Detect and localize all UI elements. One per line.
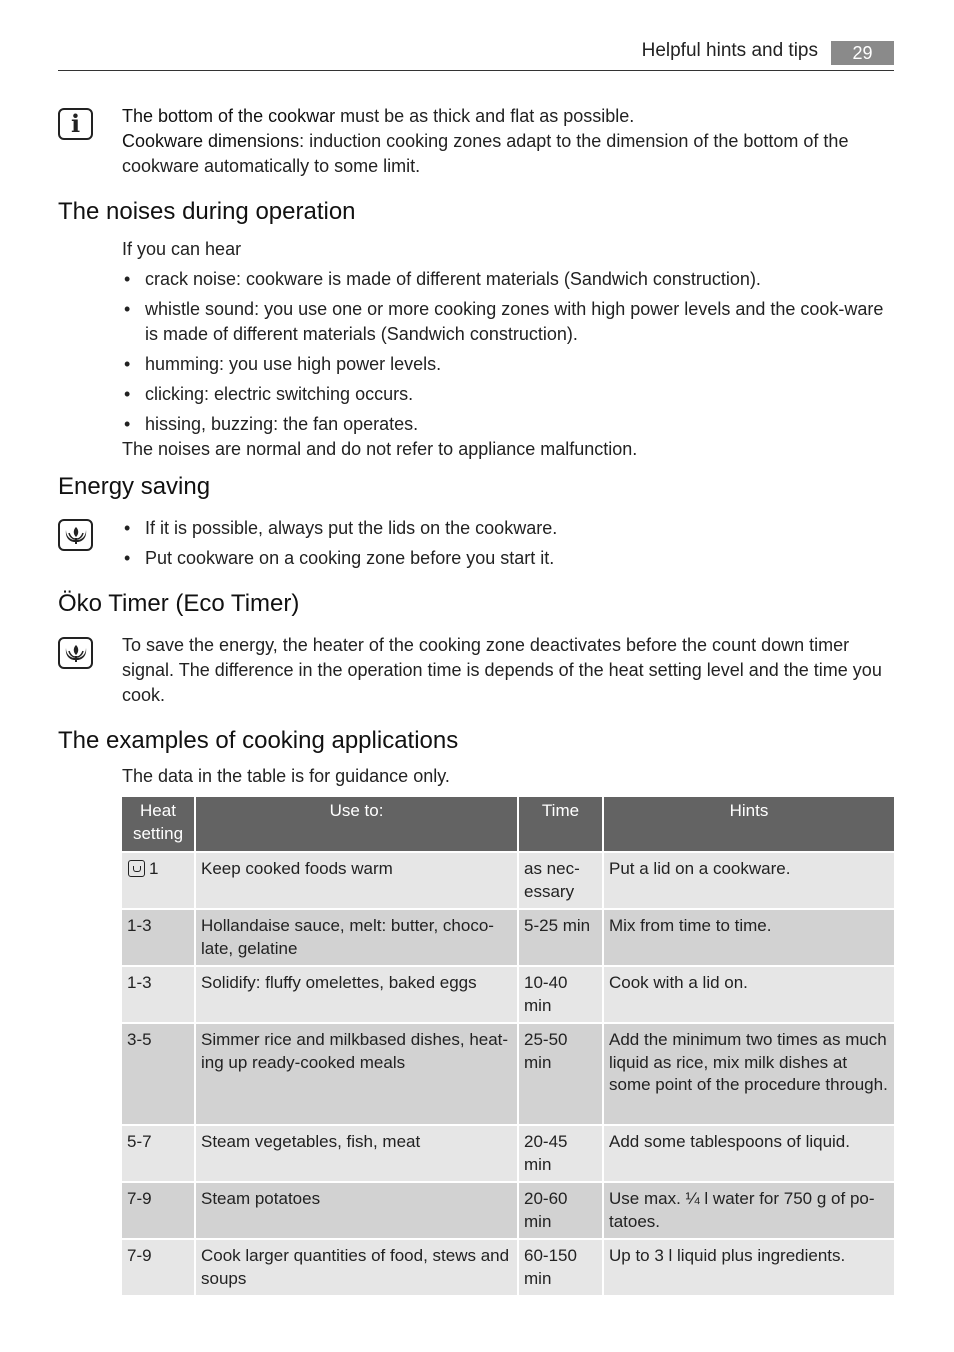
heat-cell: 1 bbox=[122, 853, 196, 910]
time-cell: 20-60 min bbox=[519, 1183, 604, 1240]
eco-flower-icon bbox=[58, 519, 93, 551]
heat-cell: 1-3 bbox=[122, 967, 196, 1024]
eco-flower-icon bbox=[58, 637, 93, 669]
hint-cell: Put a lid on a cookware. bbox=[604, 853, 894, 910]
table-row bbox=[122, 1183, 894, 1240]
table-row bbox=[122, 853, 894, 910]
use-cell: Keep cooked foods warm bbox=[196, 853, 519, 910]
cookware-note-bold-1: The bottom of the cookwar bbox=[122, 106, 336, 126]
cookware-note-text-2: : induction cooking zones adapt to the dimension of the bottom of the cookware automatically to some limit. bbox=[122, 131, 849, 176]
list-item: • crack noise: cookware is made of different materials (Sandwich construction). bbox=[122, 267, 894, 292]
running-header-title: Helpful hints and tips bbox=[641, 40, 818, 61]
cooking-table bbox=[122, 797, 894, 1297]
noises-footer: The noises are normal and do not refer to appliance malfunction. bbox=[122, 439, 638, 459]
cookware-note-bold-2: Cookware dimensions bbox=[122, 131, 300, 151]
list-item: • humming: you use high power levels. bbox=[122, 352, 894, 377]
examples-intro: The data in the table is for guidance only. bbox=[122, 766, 450, 786]
use-cell: Cook larger quantities of food, stews and soups bbox=[196, 1240, 519, 1297]
time-cell: 5-25 min bbox=[519, 910, 604, 967]
keep-warm-icon bbox=[128, 860, 145, 877]
time-cell: as nec-essary bbox=[519, 853, 604, 910]
use-cell: Steam potatoes bbox=[196, 1183, 519, 1240]
energy-list bbox=[122, 516, 894, 576]
use-cell: Hollandaise sauce, melt: butter, choco-late, gelatine bbox=[196, 910, 519, 967]
energy-heading: Energy saving bbox=[58, 473, 211, 500]
cookware-note bbox=[122, 104, 894, 179]
table-row bbox=[122, 910, 894, 967]
heat-cell: 7-9 bbox=[122, 1183, 196, 1240]
heat-cell: 5-7 bbox=[122, 1126, 196, 1183]
list-item: • whistle sound: you use one or more cooking zones with high power levels and the cook-ware is made of different materials (Sandwich construction). bbox=[122, 297, 894, 347]
examples-heading: The examples of cooking applications bbox=[58, 727, 459, 754]
use-cell: Solidify: fluffy omelettes, baked eggs bbox=[196, 967, 519, 1024]
list-item: • Put cookware on a cooking zone before you start it. bbox=[122, 546, 894, 571]
time-cell: 60-150 min bbox=[519, 1240, 604, 1297]
eco-timer-text: To save the energy, the heater of the cooking zone deactivates before the count down timer signal. The difference in the operation time is depends of the heat setting level and the time you cook. bbox=[122, 635, 882, 705]
eco-timer-heading: Öko Timer (Eco Timer) bbox=[58, 590, 300, 617]
header-divider bbox=[58, 70, 894, 71]
heat-cell: 3-5 bbox=[122, 1024, 196, 1126]
time-cell: 20-45 min bbox=[519, 1126, 604, 1183]
use-cell: Simmer rice and milkbased dishes, heat-ing up ready-cooked meals bbox=[196, 1024, 519, 1126]
time-cell: 10-40 min bbox=[519, 967, 604, 1024]
list-item: • If it is possible, always put the lids on the cookware. bbox=[122, 516, 894, 541]
noises-list bbox=[122, 267, 894, 442]
column-header-time: Time bbox=[519, 797, 604, 853]
list-item: • hissing, buzzing: the fan operates. bbox=[122, 412, 894, 437]
use-cell: Steam vegetables, fish, meat bbox=[196, 1126, 519, 1183]
table-row bbox=[122, 967, 894, 1024]
heat-cell: 7-9 bbox=[122, 1240, 196, 1297]
hint-cell: Cook with a lid on. bbox=[604, 967, 894, 1024]
page-number: 29 bbox=[831, 41, 894, 65]
heat-cell: 1-3 bbox=[122, 910, 196, 967]
hint-cell: Mix from time to time. bbox=[604, 910, 894, 967]
table-row bbox=[122, 1126, 894, 1183]
noises-heading: The noises during operation bbox=[58, 198, 356, 225]
info-icon: i bbox=[58, 108, 93, 140]
list-item: • clicking: electric switching occurs. bbox=[122, 382, 894, 407]
table-row bbox=[122, 1240, 894, 1297]
table-row bbox=[122, 1024, 894, 1126]
cookware-note-text-1: must be as thick and flat as possible. bbox=[335, 106, 635, 126]
hint-cell: Add some tablespoons of liquid. bbox=[604, 1126, 894, 1183]
column-header-heat: Heat setting bbox=[122, 797, 196, 853]
hint-cell: Use max. ¼ l water for 750 g of po-tatoes. bbox=[604, 1183, 894, 1240]
column-header-use: Use to: bbox=[196, 797, 519, 853]
hint-cell: Up to 3 l liquid plus ingredients. bbox=[604, 1240, 894, 1297]
table-header-row bbox=[122, 797, 894, 853]
hint-cell: Add the minimum two times as much liquid as rice, mix milk dishes at some point of the procedure through. bbox=[604, 1024, 894, 1126]
column-header-hints: Hints bbox=[604, 797, 894, 853]
time-cell: 25-50 min bbox=[519, 1024, 604, 1126]
noises-intro: If you can hear bbox=[122, 239, 242, 259]
